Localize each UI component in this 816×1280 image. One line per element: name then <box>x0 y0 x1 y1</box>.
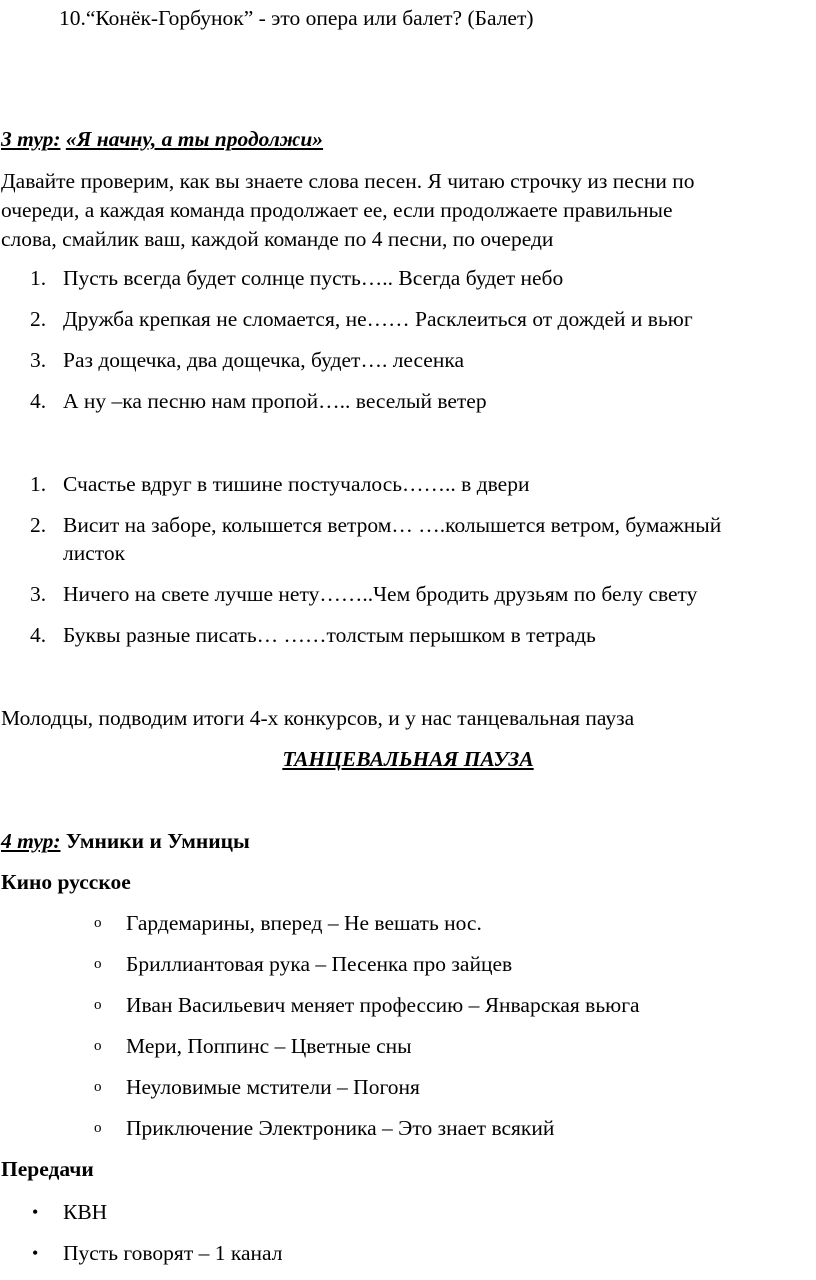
cinema-heading: Кино русское <box>1 870 131 894</box>
dot-bullet-icon: • <box>32 1202 39 1222</box>
round4-title: Умники и Умницы <box>60 829 250 853</box>
circle-bullet-icon: o <box>94 956 102 972</box>
circle-bullet-icon: o <box>94 915 102 931</box>
circle-bullet-icon: o <box>94 997 102 1013</box>
summary-text: Молодцы, подводим итоги 4-х конкурсов, и у нас танцевальная пауза <box>1 706 635 730</box>
document-page: 10.“Конёк-Горбунок” - это опера или балет? (Балет) 3 тур: «Я начну, а ты продолжи» Давайте проверим, как вы знаете слова песен. Я читаю строчку из песни по очереди, а каждая команда продолжает ее, если продолжаете правильные слова, смайлик ваш, каждой команде по 4 песни, по очереди 1. Пусть всегда будет солнце пусть….. Всегда будет небо 2. Дружба крепкая не сломается, не…… Расклеиться от дождей и вьюг 3. Раз дощечка, два дощечка, будет…. лесенка 4. А ну –ка песню нам пропой….. веселый ветер 1. Счастье вдруг в тишине постучалось…….. в двери 2. Висит на заборе, колышется ветром… ….колышется ветром, бумажный листок 3. Ничего на свете лучше нету……..Чем бродить друзьям по белу свету 4. Буквы разные писать… ……толстым перышком в тетрадь Молодцы, подводим итоги 4-х конкурсов, и у нас танцевальная пауза ТАНЦЕВАЛЬНАЯ ПАУЗА 4 тур: Умники и Умницы Кино русское o Гардемарины, вперед – Не вешать нос. o Бриллиантовая рука – Песенка про зайцев o Иван Васильевич меняет профессию – Январская вьюга o Мери, Поппинс – Цветные сны o Неуловимые мстители – Погоня o Приключение Электроника – Это знает всякий Передачи • КВН • Пусть говорят – 1 канал <box>0 0 816 1280</box>
circle-bullet-icon: o <box>94 1079 102 1095</box>
round3-intro-line-3: слова, смайлик ваш, каждой команде по 4 песни, по очереди <box>1 227 554 251</box>
round4-heading <box>1 826 250 856</box>
round3-intro-line-2: очереди, а каждая команда продолжает ее, если продолжаете правильные <box>1 198 673 222</box>
tv-heading: Передачи <box>1 1157 94 1181</box>
dance-pause-heading: ТАНЦЕВАЛЬНАЯ ПАУЗА <box>282 747 534 771</box>
round3-heading <box>1 124 323 154</box>
circle-bullet-icon: o <box>94 1038 102 1054</box>
round3-title: «Я начну, а ты продолжи» <box>65 127 324 151</box>
question-10: 10.“Конёк-Горбунок” - это опера или балет? (Балет) <box>59 6 534 30</box>
circle-bullet-icon: o <box>94 1120 102 1136</box>
dot-bullet-icon: • <box>32 1243 39 1263</box>
round4-label: 4 тур: <box>1 829 61 853</box>
round3-intro-line-1: Давайте проверим, как вы знаете слова песен. Я читаю строчку из песни по <box>1 169 695 193</box>
round3-label: 3 тур: <box>1 127 61 151</box>
